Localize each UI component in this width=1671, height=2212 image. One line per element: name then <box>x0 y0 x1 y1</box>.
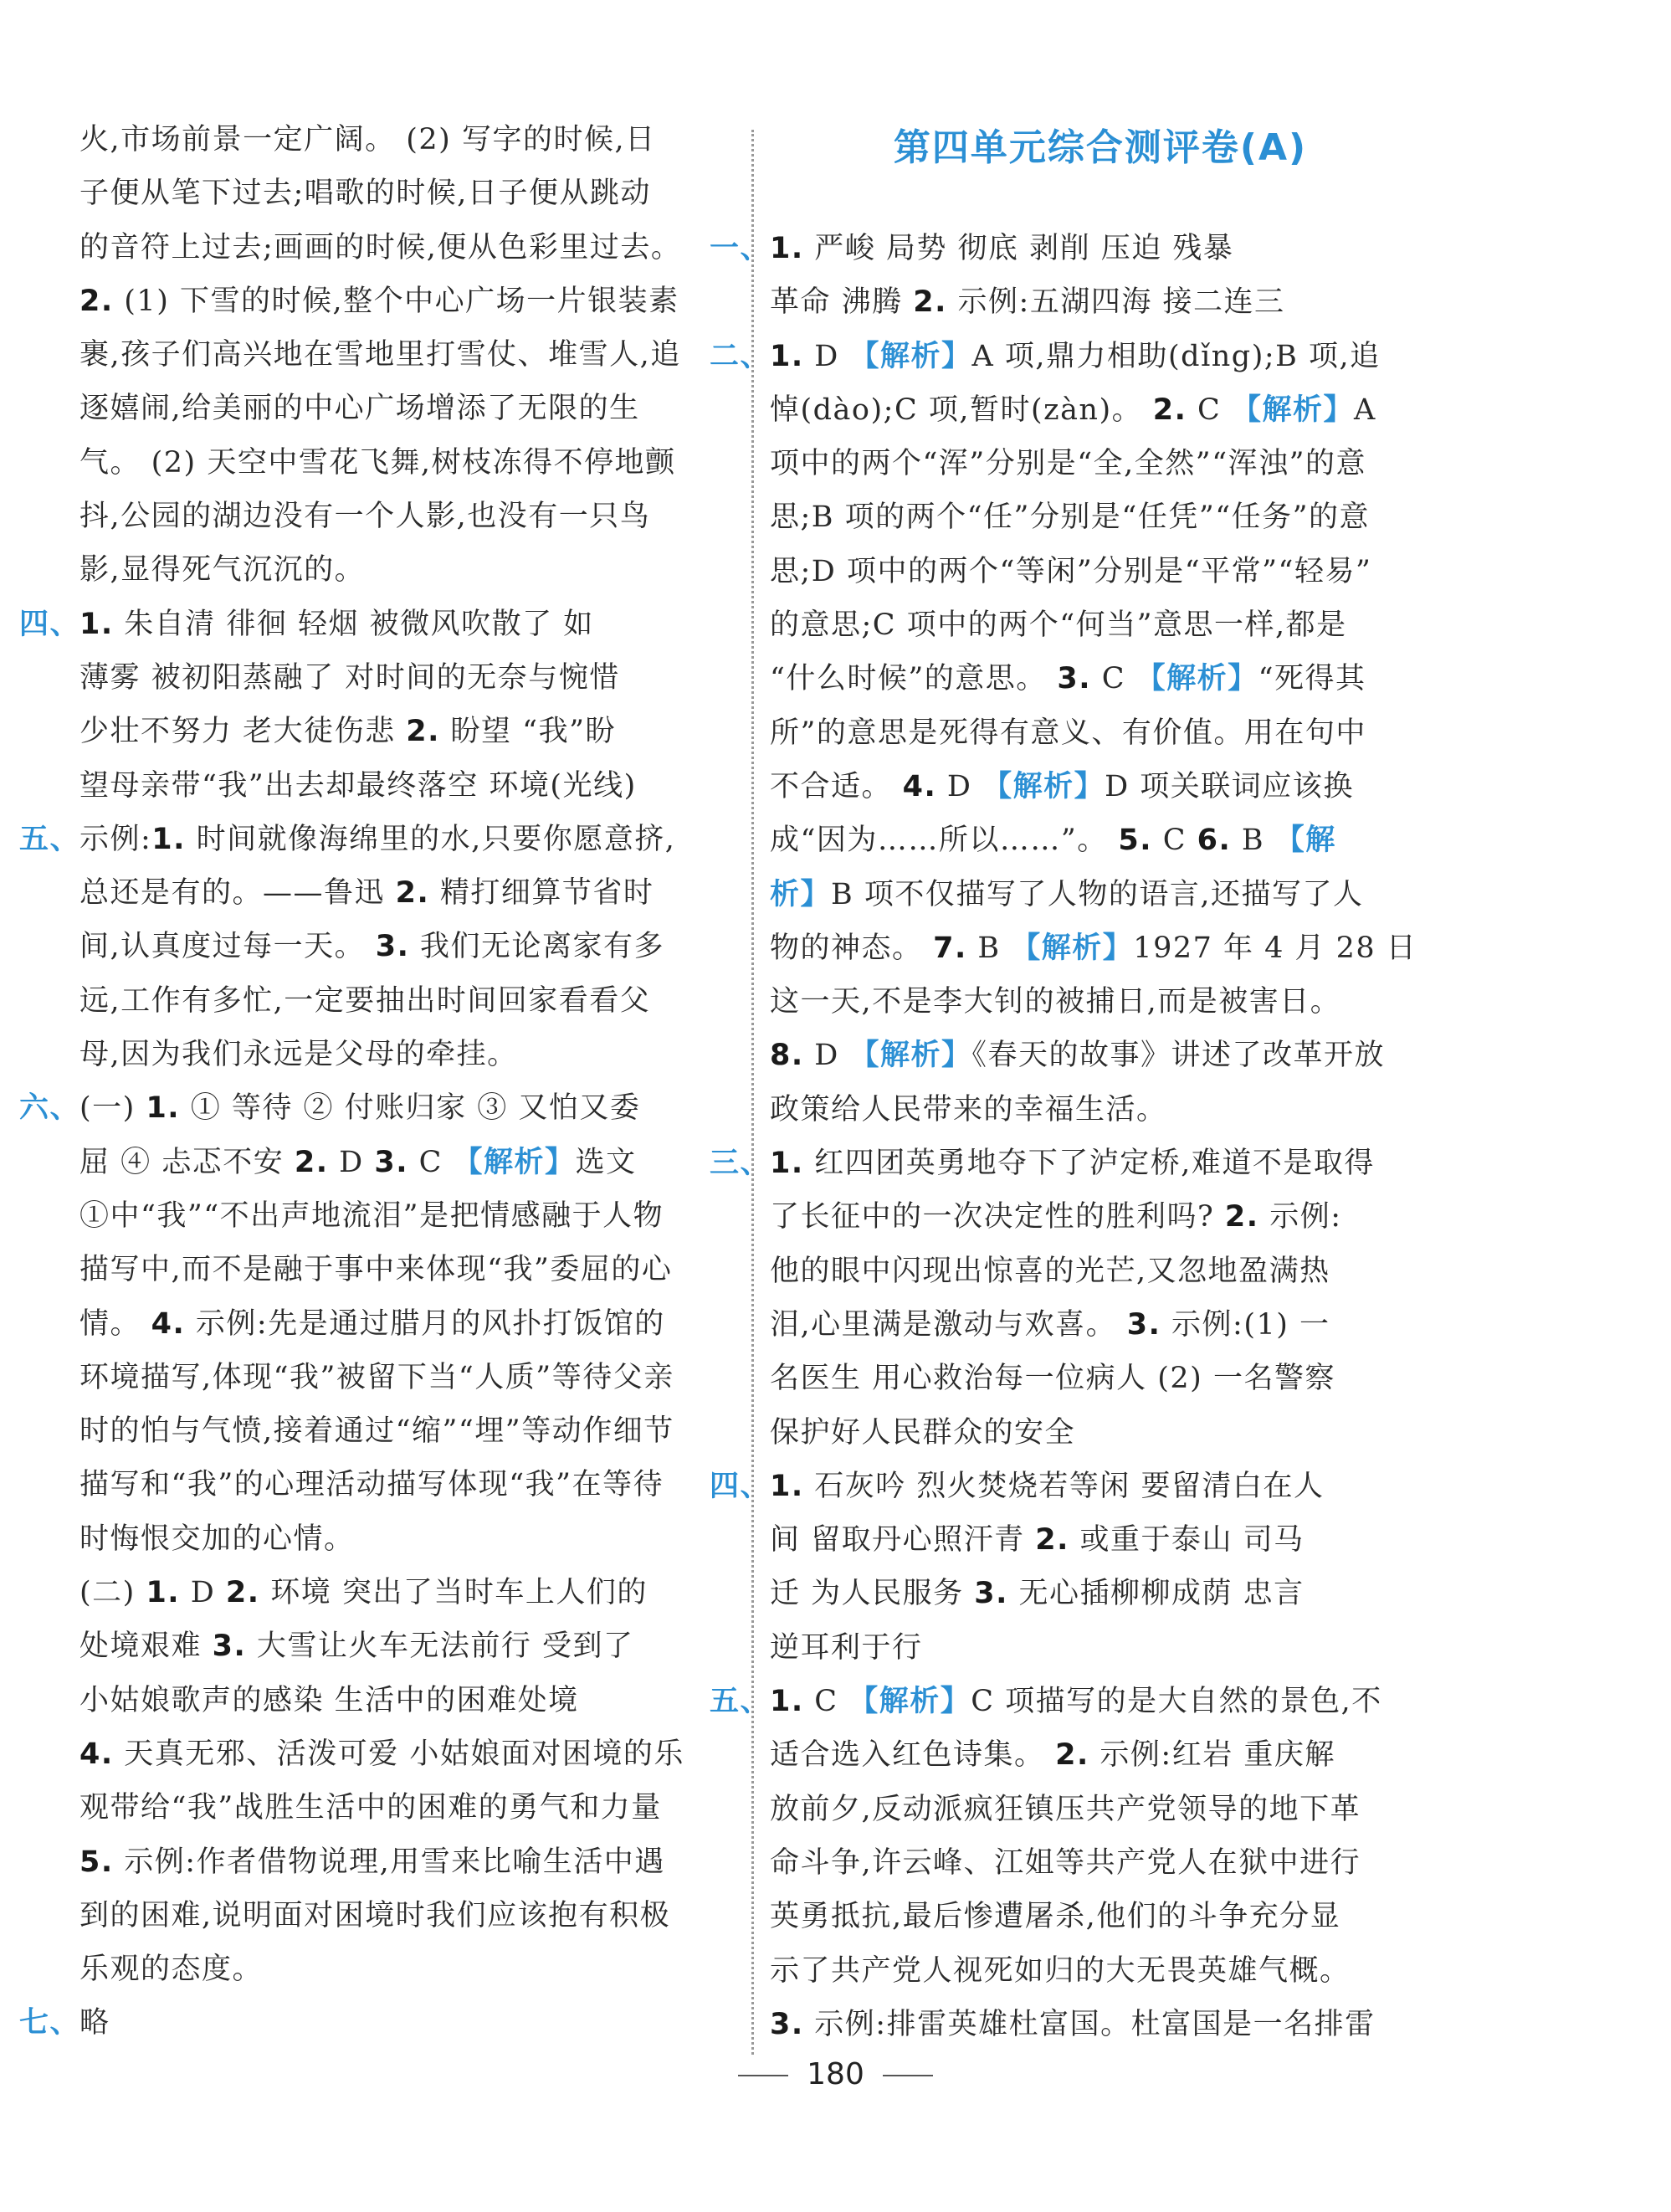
analysis-label: 【解析】 <box>1231 393 1354 427</box>
answer-text: 项中的两个“浑”分别是“全,全然”“浑浊”的意 <box>770 447 1366 481</box>
question-number: 4. <box>902 769 937 803</box>
question-number: 1. <box>770 339 804 373</box>
answer-text: 略 <box>79 2006 110 2040</box>
section-number: 五、 <box>710 1685 771 1719</box>
answer-text: 观带给“我”战胜生活中的困难的勇气和力量 <box>79 1791 662 1825</box>
answer-text: D <box>803 339 850 373</box>
answer-line <box>79 1404 741 1458</box>
answer-text: 火,市场前景一定广阔。 (2) 写字的时候,日 <box>79 123 656 157</box>
answer-line <box>770 1567 1431 1620</box>
answer-line <box>770 1944 1431 1998</box>
analysis-label: 【解析】 <box>1011 931 1134 965</box>
answer-line <box>79 1727 741 1781</box>
answer-text: 示例: <box>1258 1200 1342 1234</box>
answer-line <box>710 1460 1431 1513</box>
answer-text: 石灰吟 烈火焚烧若等闲 要留清白在人 <box>803 1469 1325 1503</box>
answer-text: C <box>803 1685 849 1719</box>
answer-line <box>770 1836 1431 1890</box>
answer-text: 适合选入红色诗集。 <box>770 1738 1056 1773</box>
question-number: 2. <box>79 284 114 318</box>
answer-line <box>79 1835 741 1889</box>
answer-line <box>770 1298 1431 1352</box>
answer-text: “死得其 <box>1258 662 1366 696</box>
answer-text: ① 等待 ② 付账归家 ③ 又怕又委 <box>180 1091 641 1126</box>
question-number: 3. <box>974 1577 1008 1611</box>
answer-text: 红四团英勇地夺下了泸定桥,难道不是取得 <box>803 1147 1375 1181</box>
answer-text: (1) 下雪的时候,整个中心广场一片银装素 <box>113 284 679 318</box>
question-number: 3. <box>212 1629 247 1664</box>
answer-line <box>770 1783 1431 1836</box>
answer-text: “什么时候”的意思。 <box>770 662 1058 696</box>
question-number: 3. <box>1057 662 1092 696</box>
answer-text: 小姑娘歌声的感染 生活中的困难处境 <box>79 1683 579 1717</box>
answer-line <box>79 543 741 597</box>
answer-text: 了长征中的一次决定性的胜利吗? <box>770 1200 1225 1234</box>
answer-text: D <box>328 1145 375 1179</box>
answer-line <box>710 1137 1431 1190</box>
answer-text: 命斗争,许云峰、江姐等共产党人在狱中进行 <box>770 1845 1361 1880</box>
page-title: 第四单元综合测评卷(A) <box>893 126 1308 169</box>
answer-line <box>770 1621 1431 1675</box>
answer-line <box>770 1190 1431 1244</box>
answer-line <box>770 1890 1431 1943</box>
question-number: 1. <box>770 1147 804 1181</box>
answer-text: (一) <box>79 1091 146 1126</box>
right-answer-column <box>710 222 1431 2051</box>
answer-line <box>79 759 741 813</box>
answer-text: D <box>803 1039 850 1073</box>
answer-text: 远,工作有多忙,一定要抽出时间回家看看父 <box>79 983 651 1018</box>
answer-line <box>770 921 1431 975</box>
section-number: 四、 <box>19 607 81 641</box>
answer-text: C <box>1187 393 1232 427</box>
answer-text: 名医生 用心救治每一位病人 (2) 一名警察 <box>770 1362 1335 1396</box>
answer-line <box>770 1998 1431 2051</box>
answer-text: 示例: <box>79 822 152 856</box>
answer-line <box>79 1943 741 1996</box>
question-number: 2. <box>1035 1523 1069 1558</box>
answer-text: 盼望 “我”盼 <box>439 715 616 749</box>
answer-line <box>79 1351 741 1404</box>
answer-text: 天真无邪、活泼可爱 小姑娘面对困境的乐 <box>113 1737 684 1771</box>
question-number: 1. <box>770 1685 804 1719</box>
answer-line <box>79 490 741 543</box>
answer-line <box>710 222 1431 275</box>
question-number: 8. <box>770 1039 804 1073</box>
section-number: 四、 <box>710 1469 771 1503</box>
answer-text: 总还是有的。——鲁迅 <box>79 876 396 911</box>
answer-text: 处境艰难 <box>79 1629 213 1664</box>
analysis-label: 【解 <box>1274 824 1336 858</box>
question-number: 2. <box>1055 1738 1089 1773</box>
section-number: 五、 <box>19 822 81 856</box>
question-number: 2. <box>294 1145 329 1179</box>
section-number: 二、 <box>710 339 771 373</box>
answer-line <box>79 1136 741 1189</box>
question-number: 2. <box>406 715 440 749</box>
answer-line <box>79 866 741 920</box>
analysis-label: 【解析】 <box>1135 662 1258 696</box>
analysis-label: 【解析】 <box>453 1145 576 1179</box>
answer-text: 裹,孩子们高兴地在雪地里打雪仗、堆雪人,追 <box>79 338 681 372</box>
answer-text: 母,因为我们永远是父母的牵挂。 <box>79 1038 518 1072</box>
answer-line <box>79 382 741 435</box>
question-number: 3. <box>375 930 410 964</box>
analysis-label: 【解析】 <box>849 1039 972 1073</box>
question-number: 1. <box>146 1091 181 1126</box>
answer-line <box>79 1243 741 1296</box>
answer-text: 逆耳利于行 <box>770 1630 923 1665</box>
answer-line <box>770 1406 1431 1460</box>
answer-text: 物的神态。 <box>770 931 934 965</box>
page-number: 180 <box>807 2057 864 2091</box>
answer-text: D <box>936 769 983 803</box>
answer-line <box>19 813 741 866</box>
answer-text: 不合适。 <box>770 769 903 803</box>
answer-line <box>79 1781 741 1835</box>
footer-dash-left <box>738 2075 788 2076</box>
answer-text: 的意思;C 项中的两个“何当”意思一样,都是 <box>770 608 1347 643</box>
answer-text: 示例:(1) 一 <box>1161 1307 1330 1342</box>
answer-text: 思;B 项的两个“任”分别是“任凭”“任务”的意 <box>770 500 1370 535</box>
answer-line <box>79 651 741 705</box>
question-number: 1. <box>770 1469 804 1503</box>
answer-line <box>79 167 741 220</box>
analysis-label: 【解析】 <box>849 339 972 373</box>
answer-line <box>79 1566 741 1619</box>
answer-line <box>79 275 741 328</box>
answer-text: 迁 为人民服务 <box>770 1577 975 1611</box>
answer-text: A 项,鼎力相助(dǐng);B 项,追 <box>971 339 1381 373</box>
left-answer-column <box>19 113 741 2050</box>
answer-line <box>79 1512 741 1566</box>
answer-line <box>770 1029 1431 1082</box>
question-number: 7. <box>933 931 967 965</box>
answer-text: 时的怕与气愤,接着通过“缩”“埋”等动作细节 <box>79 1414 674 1449</box>
answer-text: ①中“我”“不出声地流泪”是把情感融于人物 <box>79 1198 664 1233</box>
question-number: 3. <box>770 2007 804 2041</box>
question-number: 6. <box>1197 824 1232 858</box>
answer-text: C <box>1091 662 1136 696</box>
answer-text: 描写中,而不是融于事中来体现“我”委屈的心 <box>79 1253 673 1287</box>
answer-line <box>79 920 741 973</box>
answer-text: 到的困难,说明面对困境时我们应该抱有积极 <box>79 1898 671 1932</box>
question-number: 2. <box>1224 1200 1259 1234</box>
question-number: 2. <box>225 1576 260 1610</box>
answer-line <box>79 1458 741 1511</box>
answer-text: 示例:排雷英雄杜富国。杜富国是一名排雷 <box>803 2007 1376 2041</box>
answer-text: C 项描写的是大自然的景色,不 <box>971 1685 1382 1719</box>
answer-text: 屈 ④ 忐忑不安 <box>79 1145 295 1179</box>
answer-text: 望母亲带“我”出去却最终落空 环境(光线) <box>79 768 637 803</box>
answer-text: 逐嬉闹,给美丽的中心广场增添了无限的生 <box>79 392 640 426</box>
answer-line <box>770 1728 1431 1782</box>
answer-text: 选文 <box>575 1145 637 1179</box>
answer-text: 1927 年 4 月 28 日 <box>1133 931 1417 965</box>
analysis-label: 析】 <box>770 877 832 911</box>
answer-text: 影,显得死气沉沉的。 <box>79 553 366 588</box>
answer-text: C <box>1152 824 1197 858</box>
answer-line <box>770 383 1431 437</box>
answer-text: 英勇抵抗,最后惨遭屠杀,他们的斗争充分显 <box>770 1900 1341 1934</box>
answer-text: 描写和“我”的心理活动描写体现“我”在等待 <box>79 1468 664 1502</box>
answer-text: 无心插柳柳成荫 忠言 <box>1007 1577 1305 1611</box>
answer-text: B <box>966 931 1012 965</box>
answer-line <box>770 490 1431 544</box>
answer-text: 薄雾 被初阳蒸融了 对时间的无奈与惋惜 <box>79 660 620 695</box>
answer-line <box>770 1245 1431 1298</box>
page-footer <box>0 2057 1671 2091</box>
question-number: 2. <box>913 285 947 320</box>
answer-text: 泪,心里满是激动与欢喜。 <box>770 1307 1127 1342</box>
answer-text: 示例:红岩 重庆解 <box>1089 1738 1335 1773</box>
answer-text: 政策给人民带来的幸福生活。 <box>770 1092 1167 1127</box>
question-number: 1. <box>151 822 186 856</box>
answer-text: 少壮不努力 老大徒伤悲 <box>79 715 407 749</box>
answer-line <box>770 975 1431 1029</box>
answer-line <box>79 1619 741 1673</box>
analysis-label: 【解析】 <box>982 769 1105 803</box>
answer-text: 这一天,不是李大钊的被捕日,而是被害日。 <box>770 985 1341 1019</box>
answer-text: A <box>1353 393 1376 427</box>
question-number: 5. <box>79 1845 114 1879</box>
question-number: 1. <box>79 607 114 641</box>
answer-text: 朱自清 徘徊 轻烟 被微风吹散了 如 <box>113 607 594 641</box>
answer-line <box>770 275 1431 329</box>
footer-dash-right <box>883 2075 933 2076</box>
answer-line <box>710 1675 1431 1728</box>
question-number: 2. <box>1152 393 1187 427</box>
answer-line <box>770 868 1431 921</box>
answer-text: D <box>180 1576 226 1610</box>
answer-text: 所”的意思是死得有意义、有价值。用在句中 <box>770 716 1366 750</box>
question-number: 3. <box>374 1145 409 1179</box>
answer-text: 悼(dào);C 项,暂时(zàn)。 <box>770 393 1153 427</box>
answer-text: 革命 沸腾 <box>770 285 914 320</box>
answer-text: 示例:作者借物说理,用雪来比喻生活中遇 <box>113 1845 665 1879</box>
answer-line <box>79 1297 741 1351</box>
answer-text: 情。 <box>79 1306 151 1341</box>
answer-text: 精打细算节省时 <box>429 876 654 911</box>
answer-text: (二) <box>79 1576 146 1610</box>
question-number: 1. <box>146 1576 181 1610</box>
answer-text: 抖,公园的湖边没有一个人影,也没有一只鸟 <box>79 500 651 534</box>
answer-text: 严峻 局势 彻底 剥削 压迫 残暴 <box>803 232 1234 265</box>
answer-line <box>79 1674 741 1727</box>
answer-text: B <box>1231 824 1275 858</box>
answer-line <box>79 974 741 1028</box>
answer-line <box>770 598 1431 652</box>
answer-text: 乐观的态度。 <box>79 1953 264 1987</box>
answer-text: 时悔恨交加的心情。 <box>79 1522 355 1556</box>
answer-line <box>770 1083 1431 1137</box>
answer-line <box>770 706 1431 760</box>
answer-line <box>79 221 741 275</box>
answer-line <box>770 1513 1431 1567</box>
question-number: 3. <box>1126 1307 1161 1342</box>
answer-text: D 项关联词应该换 <box>1105 769 1354 803</box>
answer-line <box>79 328 741 382</box>
question-number: 4. <box>151 1306 186 1341</box>
answer-line <box>79 705 741 758</box>
answer-line <box>79 436 741 490</box>
answer-line <box>19 598 741 651</box>
answer-line <box>770 760 1431 813</box>
answer-line <box>770 813 1431 867</box>
answer-line <box>19 1081 741 1135</box>
answer-text: 间 留取丹心照汗青 <box>770 1523 1036 1558</box>
question-number: 5. <box>1118 824 1153 858</box>
section-number: 六、 <box>19 1091 81 1126</box>
column-divider <box>751 130 754 2055</box>
answer-line <box>79 113 741 167</box>
answer-text: 示例:先是通过腊月的风扑打饭馆的 <box>185 1306 665 1341</box>
answer-line <box>710 330 1431 383</box>
question-number: 1. <box>770 232 804 265</box>
answer-line <box>19 1996 741 2050</box>
answer-line <box>79 1028 741 1081</box>
section-number: 三、 <box>710 1147 771 1181</box>
answer-text: 《春天的故事》讲述了改革开放 <box>971 1039 1385 1073</box>
answer-text: 示了共产党人视死如归的大无畏英雄气概。 <box>770 1953 1351 1988</box>
answer-text: 间,认真度过每一天。 <box>79 930 376 964</box>
question-number: 4. <box>79 1737 114 1771</box>
answer-line <box>770 545 1431 598</box>
answer-text: B 项不仅描写了人物的语言,还描写了人 <box>831 877 1364 911</box>
answer-line <box>770 1352 1431 1405</box>
answer-text: 保护好人民群众的安全 <box>770 1415 1076 1450</box>
answer-text: 他的眼中闪现出惊喜的光芒,又忽地盈满热 <box>770 1254 1330 1288</box>
answer-text: 时间就像海绵里的水,只要你愿意挤, <box>185 822 676 856</box>
answer-line <box>770 437 1431 490</box>
answer-text: C <box>408 1145 454 1179</box>
answer-text: 大雪让火车无法前行 受到了 <box>246 1629 634 1664</box>
answer-text: 成“因为……所以……”。 <box>770 824 1119 858</box>
answer-text: 子便从笔下过去;唱歌的时候,日子便从跳动 <box>79 177 651 211</box>
answer-text: 环境 突出了当时车上人们的 <box>259 1576 648 1610</box>
answer-text: 思;D 项中的两个“等闲”分别是“平常”“轻易” <box>770 554 1372 588</box>
section-number: 一、 <box>710 232 771 265</box>
answer-line <box>770 652 1431 706</box>
section-number: 七、 <box>19 2006 81 2040</box>
question-number: 2. <box>395 876 430 911</box>
answer-text: 示例:五湖四海 接二连三 <box>946 285 1285 320</box>
analysis-label: 【解析】 <box>848 1685 971 1719</box>
answer-text: 气。 (2) 天空中雪花飞舞,树枝冻得不停地颤 <box>79 445 676 480</box>
answer-line <box>79 1189 741 1243</box>
answer-text: 放前夕,反动派疯狂镇压共产党领导的地下革 <box>770 1792 1361 1826</box>
answer-text: 我们无论离家有多 <box>409 930 665 964</box>
answer-text: 或重于泰山 司马 <box>1069 1523 1305 1558</box>
answer-text: 环境描写,体现“我”被留下当“人质”等待父亲 <box>79 1360 674 1394</box>
answer-line <box>79 1889 741 1943</box>
answer-text: 的音符上过去;画画的时候,便从色彩里过去。 <box>79 230 682 264</box>
